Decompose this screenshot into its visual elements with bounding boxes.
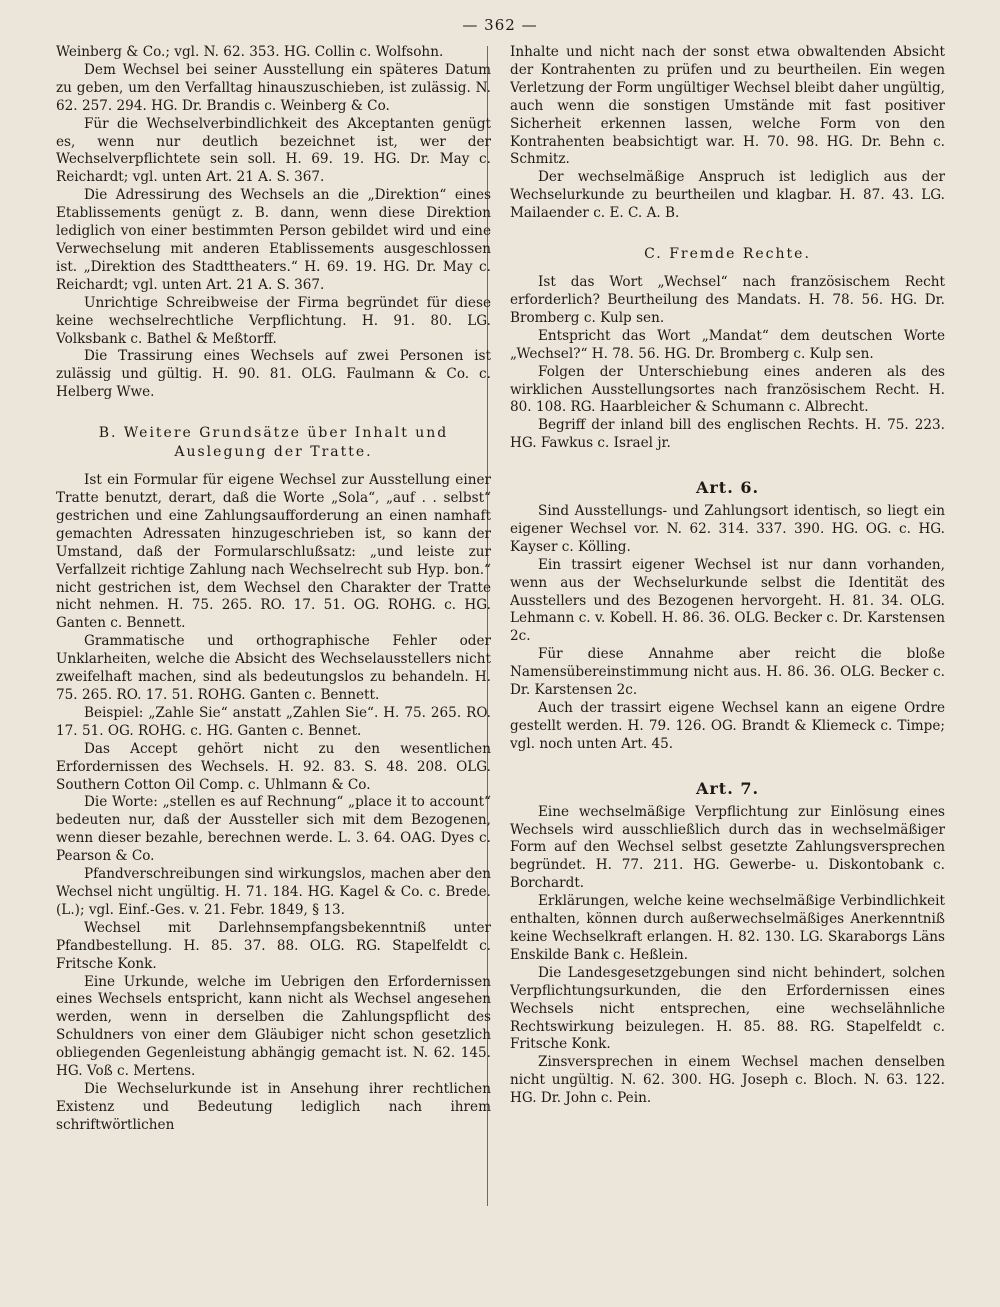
paragraph: Für die Wechselverbindlichkeit des Akceptanten genügt es, wenn nur deutlich bezeichnet ist, wer der Wechselverpflichtete sein soll. H. 69. 19. HG. Dr. May c. Reichardt; vgl. unten Art. 21 A. S. 367.	[56, 115, 491, 186]
art7-heading: Art. 7.	[695, 778, 760, 798]
paragraph: Inhalte und nicht nach der sonst etwa obwaltenden Absicht der Kontrahenten zu prüfen und zu beurtheilen. Ein wegen Verletzung der Form ungültiger Wechsel bleibt daher ungültig, auch wenn die sonstigen Umstände mit fast positiver Sicherheit erkennen lassen, welche Form von den Kontrahenten beabsichtigt war. H. 70. 98. HG. Dr. Behn c. Schmitz.	[510, 44, 945, 168]
paragraph: Die Trassirung eines Wechsels auf zwei Personen ist zulässig und gültig. H. 90. 81. OLG. Faulmann & Co. c. Helberg Wwe.	[56, 348, 491, 401]
right-column	[510, 44, 945, 1294]
paragraph: Eine wechselmäßige Verpflichtung zur Einlösung eines Wechsels wird ausschließlich durch das in wechselmäßiger Form auf den Wechsel selbst gesetzte Zahlungsversprechen begründet. H. 77. 211. HG. Gewerbe- u. Diskontobank c. Borchardt.	[510, 803, 945, 892]
right-paragraphs-top	[510, 44, 945, 223]
paragraph: Die Wechselurkunde ist in Ansehung ihrer rechtlichen Existenz und Bedeutung lediglich nach ihrem schriftwörtlichen	[56, 1080, 491, 1133]
paragraph: Ein trassirt eigener Wechsel ist nur dann vorhanden, wenn aus der Wechselurkunde selbst die Identität des Ausstellers und des Bezogenen hervorgeht. H. 81. 34. OLG. Lehmann c. v. Kobell. H. 86. 36. OLG. Becker c. Dr. Karstensen 2c.	[510, 556, 945, 645]
paragraph: Zinsversprechen in einem Wechsel machen denselben nicht ungültig. N. 62. 300. HG. Joseph c. Bloch. N. 63. 122. HG. Dr. John c. Pein.	[510, 1054, 945, 1107]
right-paragraphs-art7	[510, 804, 945, 1108]
right-paragraphs-c	[510, 274, 945, 453]
paragraph: Das Accept gehört nicht zu den wesentlichen Erfordernissen des Wechsels. H. 92. 83. S. 48. 208. OLG. Southern Cotton Oil Comp. c. Uhlmann & Co.	[56, 740, 491, 793]
paragraph: Erklärungen, welche keine wechselmäßige Verbindlichkeit enthalten, können durch außerwechselmäßiges Anerkenntniß keine Wechselkraft erlangen. H. 82. 130. LG. Skaraborgs Läns Enskilde Bank c. Heßlein.	[510, 893, 945, 963]
section-b-heading: B. Weitere Grundsätze über Inhalt und Auslegung der Tratte.	[98, 425, 449, 461]
section-c-heading: C. Fremde Rechte.	[644, 246, 811, 263]
paragraph: Der wechselmäßige Anspruch ist lediglich aus der Wechselurkunde zu beurtheilen und klagbar. H. 87. 43. LG. Mailaender c. E. C. A. B.	[510, 169, 945, 222]
left-paragraphs-b	[56, 472, 491, 1135]
paragraph: Sind Ausstellungs- und Zahlungsort identisch, so liegt ein eigener Wechsel vor. N. 62. 314. 337. 390. HG. OG. c. HG. Kayser c. Kölling.	[510, 503, 945, 555]
paragraph: Die Worte: „stellen es auf Rechnung“ „place it to account“ bedeuten nur, daß der Aussteller sich mit dem Bezogenen, wenn dieser bezahle, berechnen werde. L. 3. 64. OAG. Dyes c. Pearson & Co.	[56, 794, 491, 865]
paragraph: Pfandverschreibungen sind wirkungslos, machen aber den Wechsel nicht ungültig. H. 71. 184. HG. Kagel & Co. c. Brede. (L.); vgl. Einf.-Ges. v. 21. Febr. 1849, § 13.	[56, 866, 491, 918]
paragraph: Ist das Wort „Wechsel“ nach französischem Recht erforderlich? Beurtheilung des Mandats. H. 78. 56. HG. Dr. Bromberg c. Kulp sen.	[510, 274, 945, 326]
paragraph: Unrichtige Schreibweise der Firma begründet für diese keine wechselrechtliche Verpflichtung. H. 91. 80. LG. Volksbank c. Bathel & Meßtorff.	[56, 294, 491, 347]
paragraph: Grammatische und orthographische Fehler oder Unklarheiten, welche die Absicht des Wechselausstellers nicht zweifelhaft machen, sind als bedeutungslos zu behandeln. H. 75. 265. RO. 17. 51. ROHG. Ganten c. Bennett.	[56, 633, 491, 703]
right-paragraphs-art6	[510, 503, 945, 754]
paragraph: Ist ein Formular für eigene Wechsel zur Ausstellung einer Tratte benutzt, derart, daß die Worte „Sola“, „auf . . selbst“ gestrichen und eine Zahlungsaufforderung an einen namhaft gemachten Adressaten hinzugeschrieben ist, so kann der Umstand, daß der Formularschlußsatz: „und leiste zur Verfallzeit richtige Zahlung nach Wechselrecht sub Hyp. bon.“ nicht gestrichen ist, dem Wechsel den Charakter der Tratte nicht nehmen. H. 75. 265. RO. 17. 51. OG. ROHG. c. HG. Ganten c. Bennett.	[56, 472, 491, 632]
paragraph: Begriff der inland bill des englischen Rechts. H. 75. 223. HG. Fawkus c. Israel jr.	[510, 417, 945, 452]
left-column	[56, 44, 491, 1294]
paragraph: Dem Wechsel bei seiner Ausstellung ein späteres Datum zu geben, um den Verfalltag hinauszuschieben, ist zulässig. N. 62. 257. 294. HG. Dr. Brandis c. Weinberg & Co.	[56, 61, 491, 114]
left-paragraphs-top	[56, 44, 491, 402]
paragraph: Entspricht das Wort „Mandat“ dem deutschen Worte „Wechsel?“ H. 78. 56. HG. Dr. Bromberg c. Kulp sen.	[510, 327, 945, 362]
page-number: — 362 —	[462, 16, 538, 34]
paragraph: Die Adressirung des Wechsels an die „Direktion“ eines Etablissements genügt z. B. dann, wenn diese Direktion lediglich von einer bestimmten Person gebildet wird und eine Verwechselung mit anderen Etablissements ausgeschlossen ist. „Direktion des Stadttheaters.“ H. 69. 19. HG. Dr. May c. Reichardt; vgl. unten Art. 21 A. S. 367.	[56, 187, 491, 293]
paragraph: Wechsel mit Darlehnsempfangsbekenntniß unter Pfandbestellung. H. 85. 37. 88. OLG. RG. Stapelfeldt c. Fritsche Konk.	[56, 919, 491, 972]
paragraph: Folgen der Unterschiebung eines anderen als des wirklichen Ausstellungsortes nach französischem Recht. H. 80. 108. RG. Haarbleicher & Schumann c. Albrecht.	[510, 363, 945, 416]
paragraph: Beispiel: „Zahle Sie“ anstatt „Zahlen Sie“. H. 75. 265. RO. 17. 51. OG. ROHG. c. HG. Ganten c. Bennet.	[56, 704, 491, 739]
art6-heading: Art. 6.	[695, 478, 760, 498]
paragraph: Die Landesgesetzgebungen sind nicht behindert, solchen Verpflichtungsurkunden, die den Erfordernissen eines Wechsels nicht entsprechen, eine wechselähnliche Rechtswirkung beizulegen. H. 85. 88. RG. Stapelfeldt c. Fritsche Konk.	[510, 964, 945, 1053]
paragraph: Eine Urkunde, welche im Uebrigen den Erfordernissen eines Wechsels entspricht, kann nicht als Wechsel angesehen werden, wenn in derselben die Zahlungspflicht des Schuldners von einer dem Gläubiger nicht schon gesetzlich obliegenden Gegenleistung abhängig gemacht ist. N. 62. 145. HG. Voß c. Mertens.	[56, 973, 491, 1080]
paragraph: Auch der trassirt eigene Wechsel kann an eigene Ordre gestellt werden. H. 79. 126. OG. Brandt & Kliemeck c. Timpe; vgl. noch unten Art. 45.	[510, 700, 945, 752]
paragraph: Weinberg & Co.; vgl. N. 62. 353. HG. Collin c. Wolfsohn.	[56, 44, 444, 60]
paragraph: Für diese Annahme aber reicht die bloße Namensübereinstimmung nicht aus. H. 86. 36. OLG. Becker c. Dr. Karstensen 2c.	[510, 646, 945, 699]
